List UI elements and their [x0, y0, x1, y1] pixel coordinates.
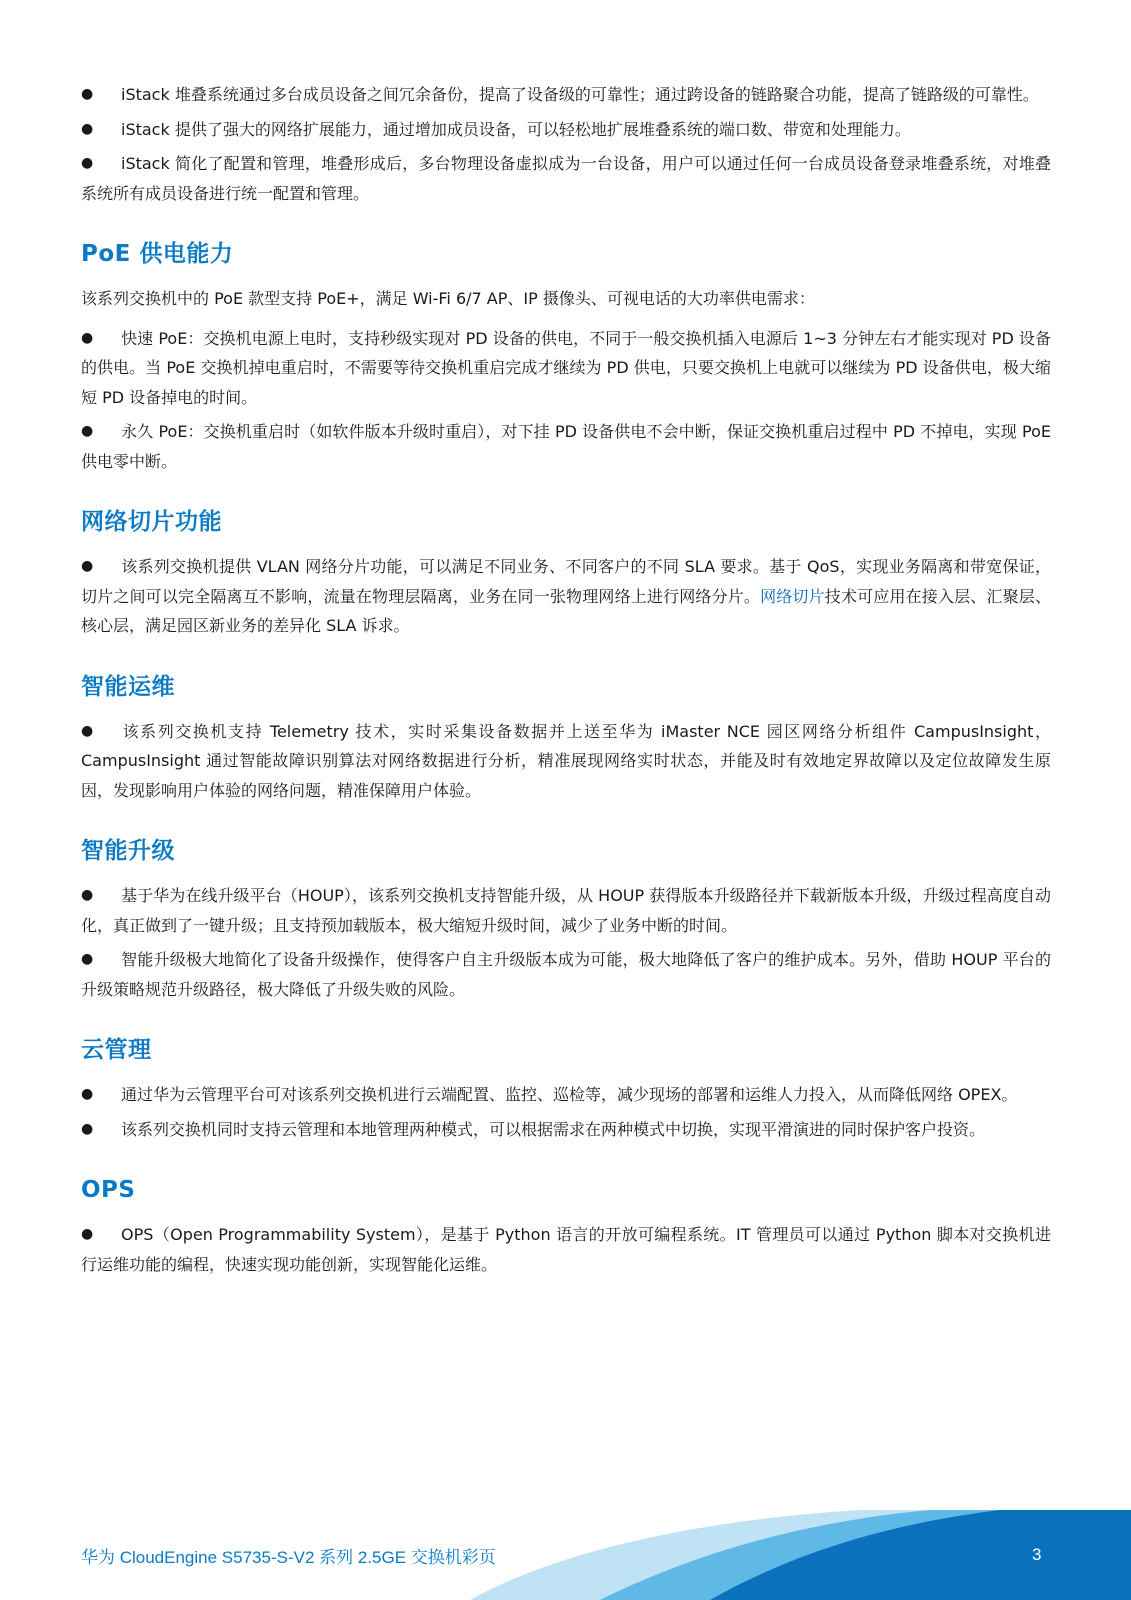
section-ops [81, 1174, 1051, 1279]
bullet-item: ● 永久 PoE：交换机重启时（如软件版本升级时重启），对下挂 PD 设备供电不会中断，保证交换机重启过程中 PD 不掉电，实现 PoE 供电零中断。 [81, 417, 1051, 476]
section-heading: 云管理 [81, 1037, 152, 1063]
section-heading: OPS [81, 1177, 136, 1203]
bullet-dot: ● [81, 86, 94, 102]
section-network-slicing [81, 506, 1051, 641]
section-heading: 网络切片功能 [81, 509, 222, 535]
bullet-item: ● 该系列交换机提供 VLAN 网络分片功能，可以满足不同业务、不同客户的不同 SLA 要求。基于 QoS，实现业务隔离和带宽保证，切片之间可以完全隔离互不影响，流量在物理层隔离，业务在同一张物理网络上进行网络分片。网络切片技术可应用在接入层、汇聚层、核心层，满足园区新业务的差异化 SLA 诉求。 [81, 552, 1051, 641]
footer-title: 华为 CloudEngine S5735-S-V2 系列 2.5GE 交换机彩页 [81, 1548, 496, 1567]
section-intro: 该系列交换机中的 PoE 款型支持 PoE+，满足 Wi-Fi 6/7 AP、IP 摄像头、可视电话的大功率供电需求： [81, 289, 815, 308]
bullet-item: ● OPS（Open Programmability System），是基于 Python 语言的开放可编程系统。IT 管理员可以通过 Python 脚本对交换机进行运维功能的编程，快速实现功能创新，实现智能化运维。 [81, 1220, 1051, 1279]
bullet-dot: ● [81, 887, 94, 903]
bullet-item: ● 基于华为在线升级平台（HOUP），该系列交换机支持智能升级，从 HOUP 获得版本升级路径并下载新版本升级，升级过程高度自动化，真正做到了一键升级；且支持预加载版本，极大缩短升级时间，减少了业务中断的时间。 [81, 881, 1051, 940]
section-cloud-management [81, 1034, 1051, 1144]
section-intelligent-om [81, 671, 1051, 806]
bullet-item: ● iStack 提供了强大的网络扩展能力，通过增加成员设备，可以轻松地扩展堆叠系统的端口数、带宽和处理能力。 [81, 115, 1051, 145]
bullet-item: ● 通过华为云管理平台可对该系列交换机进行云端配置、监控、巡检等，减少现场的部署和运维人力投入，从而降低网络 OPEX。 [81, 1080, 1051, 1110]
bullet-item: ● 该系列交换机同时支持云管理和本地管理两种模式，可以根据需求在两种模式中切换，实现平滑演进的同时保护客户投资。 [81, 1115, 1051, 1145]
section-intelligent-upgrade [81, 835, 1051, 1004]
bullet-dot: ● [81, 1086, 94, 1102]
section-heading: 智能升级 [81, 838, 175, 864]
section-heading: PoE 供电能力 [81, 241, 234, 267]
section-istack [81, 80, 1051, 208]
section-poe [81, 238, 1051, 476]
document-body [81, 80, 1051, 1284]
bullet-item: ● iStack 堆叠系统通过多台成员设备之间冗余备份，提高了设备级的可靠性；通过跨设备的链路聚合功能，提高了链路级的可靠性。 [81, 80, 1051, 110]
bullet-dot: ● [81, 120, 94, 137]
bullet-item: ● iStack 简化了配置和管理，堆叠形成后，多台物理设备虚拟成为一台设备，用户可以通过任何一台成员设备登录堆叠系统，对堆叠系统所有成员设备进行统一配置和管理。 [81, 149, 1051, 208]
page-number: 3 [1032, 1545, 1042, 1564]
bullet-dot: ● [81, 1226, 94, 1242]
bullet-item: ● 该系列交换机支持 Telemetry 技术，实时采集设备数据并上送至华为 iMaster NCE 园区网络分析组件 CampusInsight，CampusInsight 通过智能故障识别算法对网络数据进行分析，精准展现网络实时状态，并能及时有效地定界故障以及定位故障发生原因，发现影响用户体验的网络问题，精准保障用户体验。 [81, 717, 1051, 806]
bullet-dot: ● [81, 951, 94, 967]
bullet-dot: ● [81, 329, 94, 346]
bullet-dot: ● [81, 558, 94, 574]
section-heading: 智能运维 [81, 673, 175, 700]
network-slicing-link[interactable]: 网络切片 [760, 586, 825, 606]
bullet-dot: ● [81, 722, 94, 739]
bullet-dot: ● [81, 155, 94, 171]
bullet-item: ● 智能升级极大地简化了设备升级操作，使得客户自主升级版本成为可能，极大地降低了客户的维护成本。另外，借助 HOUP 平台的升级策略规范升级路径，极大降低了升级失败的风险。 [81, 945, 1051, 1004]
bullet-dot: ● [81, 423, 94, 439]
bullet-item: ● 快速 PoE：交换机电源上电时，支持秒级实现对 PD 设备的供电，不同于一般交换机插入电源后 1~3 分钟左右才能实现对 PD 设备的供电。当 PoE 交换机掉电重启时，不需要等待交换机重启完成才继续为 PD 供电，只要交换机上电就可以继续为 PD 设备供电，极大缩短 PD 设备掉电的时间。 [81, 324, 1051, 413]
bullet-dot: ● [81, 1120, 94, 1137]
